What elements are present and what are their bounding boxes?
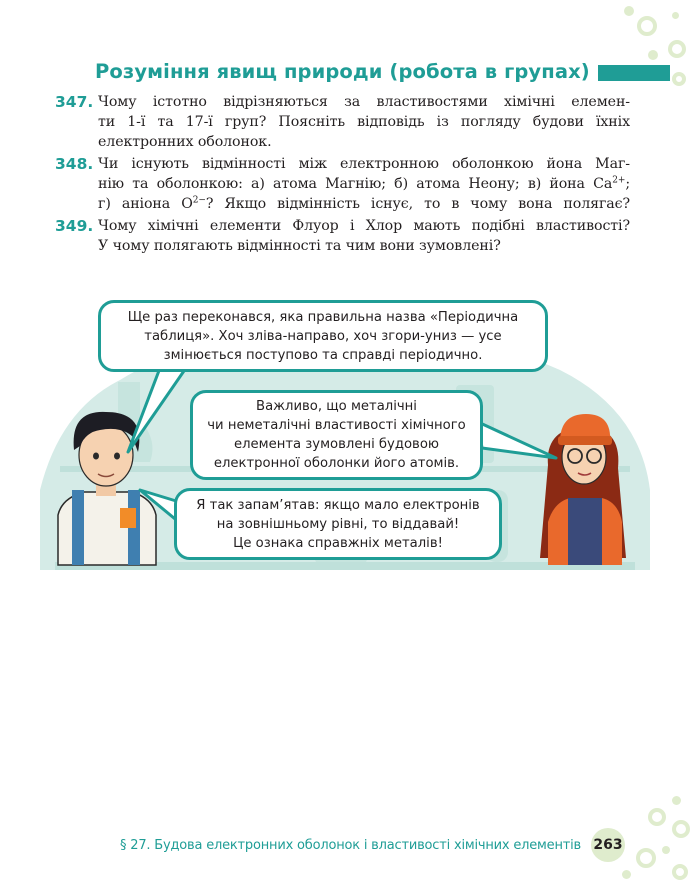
task-text-line: ти 1-ї та 17-ї груп? Поясніть відповідь із погляду будови їхніх [98, 114, 630, 130]
task-text-line: Чому істотно відрізняються за властивостями хімічні елемен- [98, 94, 630, 110]
bubble-line: Важливо, що металічні [256, 399, 417, 414]
task-number: 347. [55, 93, 94, 111]
task-349 [55, 216, 630, 256]
ion-charge: 2− [192, 195, 206, 206]
task-text-line: Чи існують відмінності між електронною оболонкою йона Маг- [98, 156, 630, 172]
bubble-line: змінюється поступово та справді періодично. [163, 347, 483, 363]
task-text-line [55, 174, 630, 194]
section-title: Розуміння явищ природи (робота в групах) [95, 60, 590, 83]
task-text-line: У чому полягають відмінності та чим вони зумовлені? [98, 238, 501, 254]
girl-beanie-band [558, 436, 612, 445]
boy-eye [114, 453, 120, 460]
section-heading [95, 60, 670, 83]
decor-ring [672, 72, 686, 86]
bubble-line: таблиця». Хоч зліва-направо, хоч згори-униз — усе [144, 328, 502, 344]
task-347 [55, 92, 630, 152]
page-number: 263 [591, 828, 625, 862]
decor-dot [662, 846, 670, 854]
heading-bar [598, 65, 670, 81]
task-text-line: Чому хімічні елементи Флуор і Хлор мають подібні властивості? [98, 218, 630, 234]
decor-dot [672, 12, 679, 19]
ion-charge: 2+ [612, 175, 626, 186]
task-text-line: електронних оболонок. [98, 134, 272, 150]
bubble-line: елемента зумовлені будовою [234, 437, 439, 452]
speech-bubble-bottom [174, 488, 502, 560]
text-part: ; [625, 176, 630, 192]
decor-ring [648, 808, 666, 826]
bubble-line: Ще раз переконався, яка правильна назва «Періодична [127, 309, 519, 325]
page-footer [120, 828, 625, 862]
bubble-line: Це ознака справжніх металів! [233, 535, 443, 551]
decor-ring [672, 864, 688, 880]
bubble-line: Я так запам’ятав: якщо мало електронів [196, 497, 480, 513]
task-text-line [55, 194, 630, 214]
decor-dot [648, 50, 658, 60]
text-part: г) аніона O [98, 196, 193, 212]
bubble-line: електронної оболонки його атомів. [213, 456, 460, 471]
decor-dot [624, 6, 634, 16]
decor-ring [636, 848, 656, 868]
speech-bubble-middle [190, 390, 483, 480]
girl-jacket [568, 498, 602, 565]
speech-bubble-top [98, 300, 548, 372]
decor-ring [637, 16, 657, 36]
footer-section-title: § 27. Будова електронних оболонок і властивості хімічних елементів [120, 837, 581, 853]
decor-ring [672, 820, 690, 838]
text-part: нію та оболонкою: а) атома Магнію; б) атома Неону; в) йона Ca [98, 176, 613, 192]
boy-badge [120, 508, 136, 528]
task-348 [55, 154, 630, 214]
decor-dot [622, 870, 631, 879]
bubble-line: чи неметалічні властивості хімічного [207, 418, 466, 433]
bubble-line: на зовнішньому рівні, то віддавай! [216, 516, 460, 532]
boy-backpack-strap [72, 490, 84, 565]
decor-dot [672, 796, 681, 805]
decor-ring [668, 40, 686, 58]
task-number: 349. [55, 217, 94, 235]
text-part: ? Якщо відмінність існує, то в чому вона полягає? [205, 196, 630, 212]
illustration-scene [0, 290, 695, 590]
boy-eye [93, 453, 99, 460]
task-number: 348. [55, 155, 94, 173]
